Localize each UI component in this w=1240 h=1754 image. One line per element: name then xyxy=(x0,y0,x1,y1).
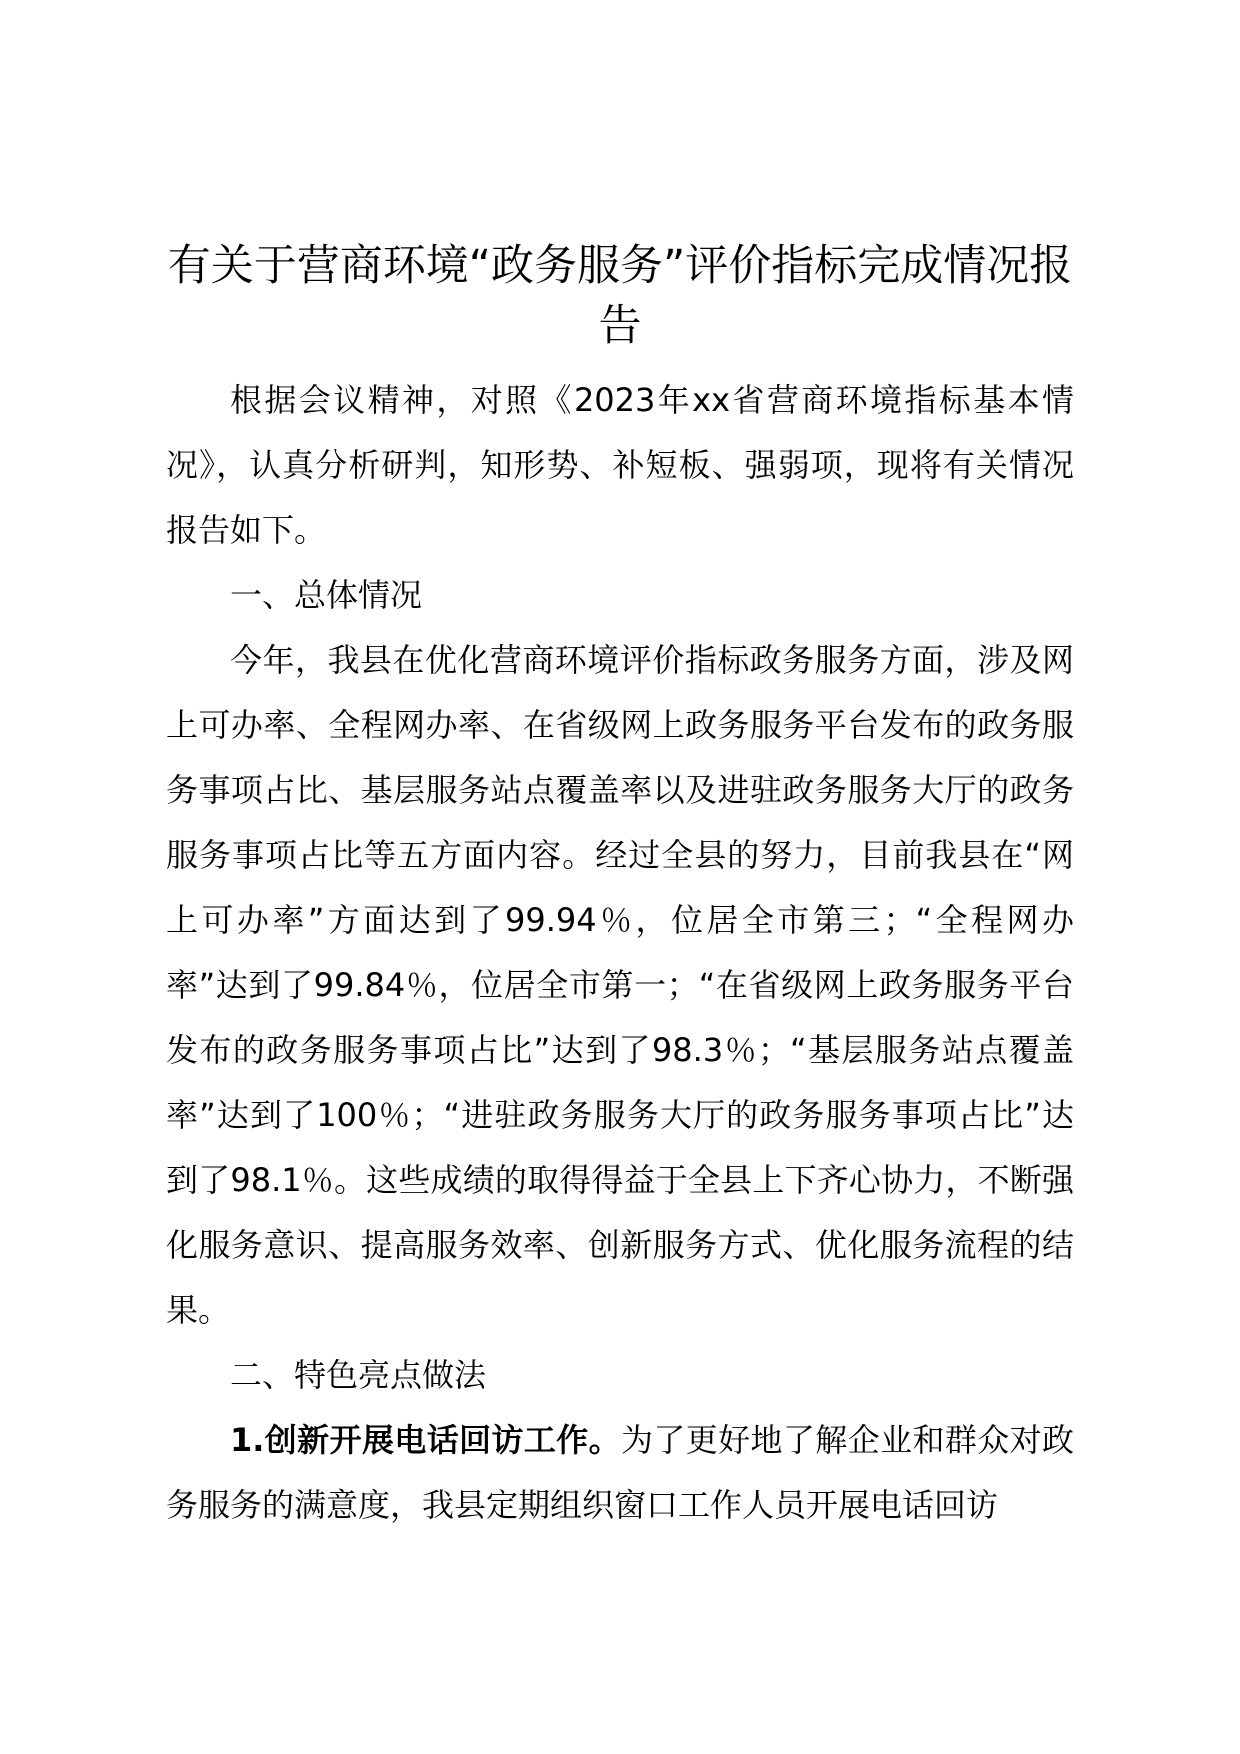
document-title: 有关于营商环境“政务服务”评价指标完成情况报告 xyxy=(167,241,1073,351)
document-page xyxy=(166,236,1074,1736)
highlight-item-1-body: 为了更好地了解企业和群众对政务服务的满意度，我县定期组织窗口工作人员开展电话回访 xyxy=(166,1421,1074,1524)
section-heading-highlights: 二、特色亮点做法 xyxy=(230,1356,487,1394)
section-heading-overview: 一、总体情况 xyxy=(230,576,423,614)
intro-paragraph: 根据会议精神，对照《2023年xx省营商环境指标基本情况》，认真分析研判，知形势、补短板、强弱项，现将有关情况报告如下。 xyxy=(166,381,1074,549)
highlight-item-1-lead: 1.创新开展电话回访工作。 xyxy=(230,1421,622,1459)
highlight-item-1 xyxy=(166,1408,1074,1538)
overview-paragraph: 今年，我县在优化营商环境评价指标政务服务方面，涉及网上可办率、全程网办率、在省级网上政务服务平台发布的政务服务事项占比、基层服务站点覆盖率以及进驻政务服务大厅的政务服务事项占比等五方面内容。经过全县的努力，目前我县在“网上可办率”方面达到了99.94％，位居全市第三；“全程网办率”达到了99.84％，位居全市第一；“在省级网上政务服务平台发布的政务服务事项占比”达到了98.3％；“基层服务站点覆盖率”达到了100％；“进驻政务服务大厅的政务服务事项占比”达到了98.1％。这些成绩的取得得益于全县上下齐心协力，不断强化服务意识、提高服务效率、创新服务方式、优化服务流程的结果。 xyxy=(166,641,1074,1329)
document-body xyxy=(166,368,1074,1538)
